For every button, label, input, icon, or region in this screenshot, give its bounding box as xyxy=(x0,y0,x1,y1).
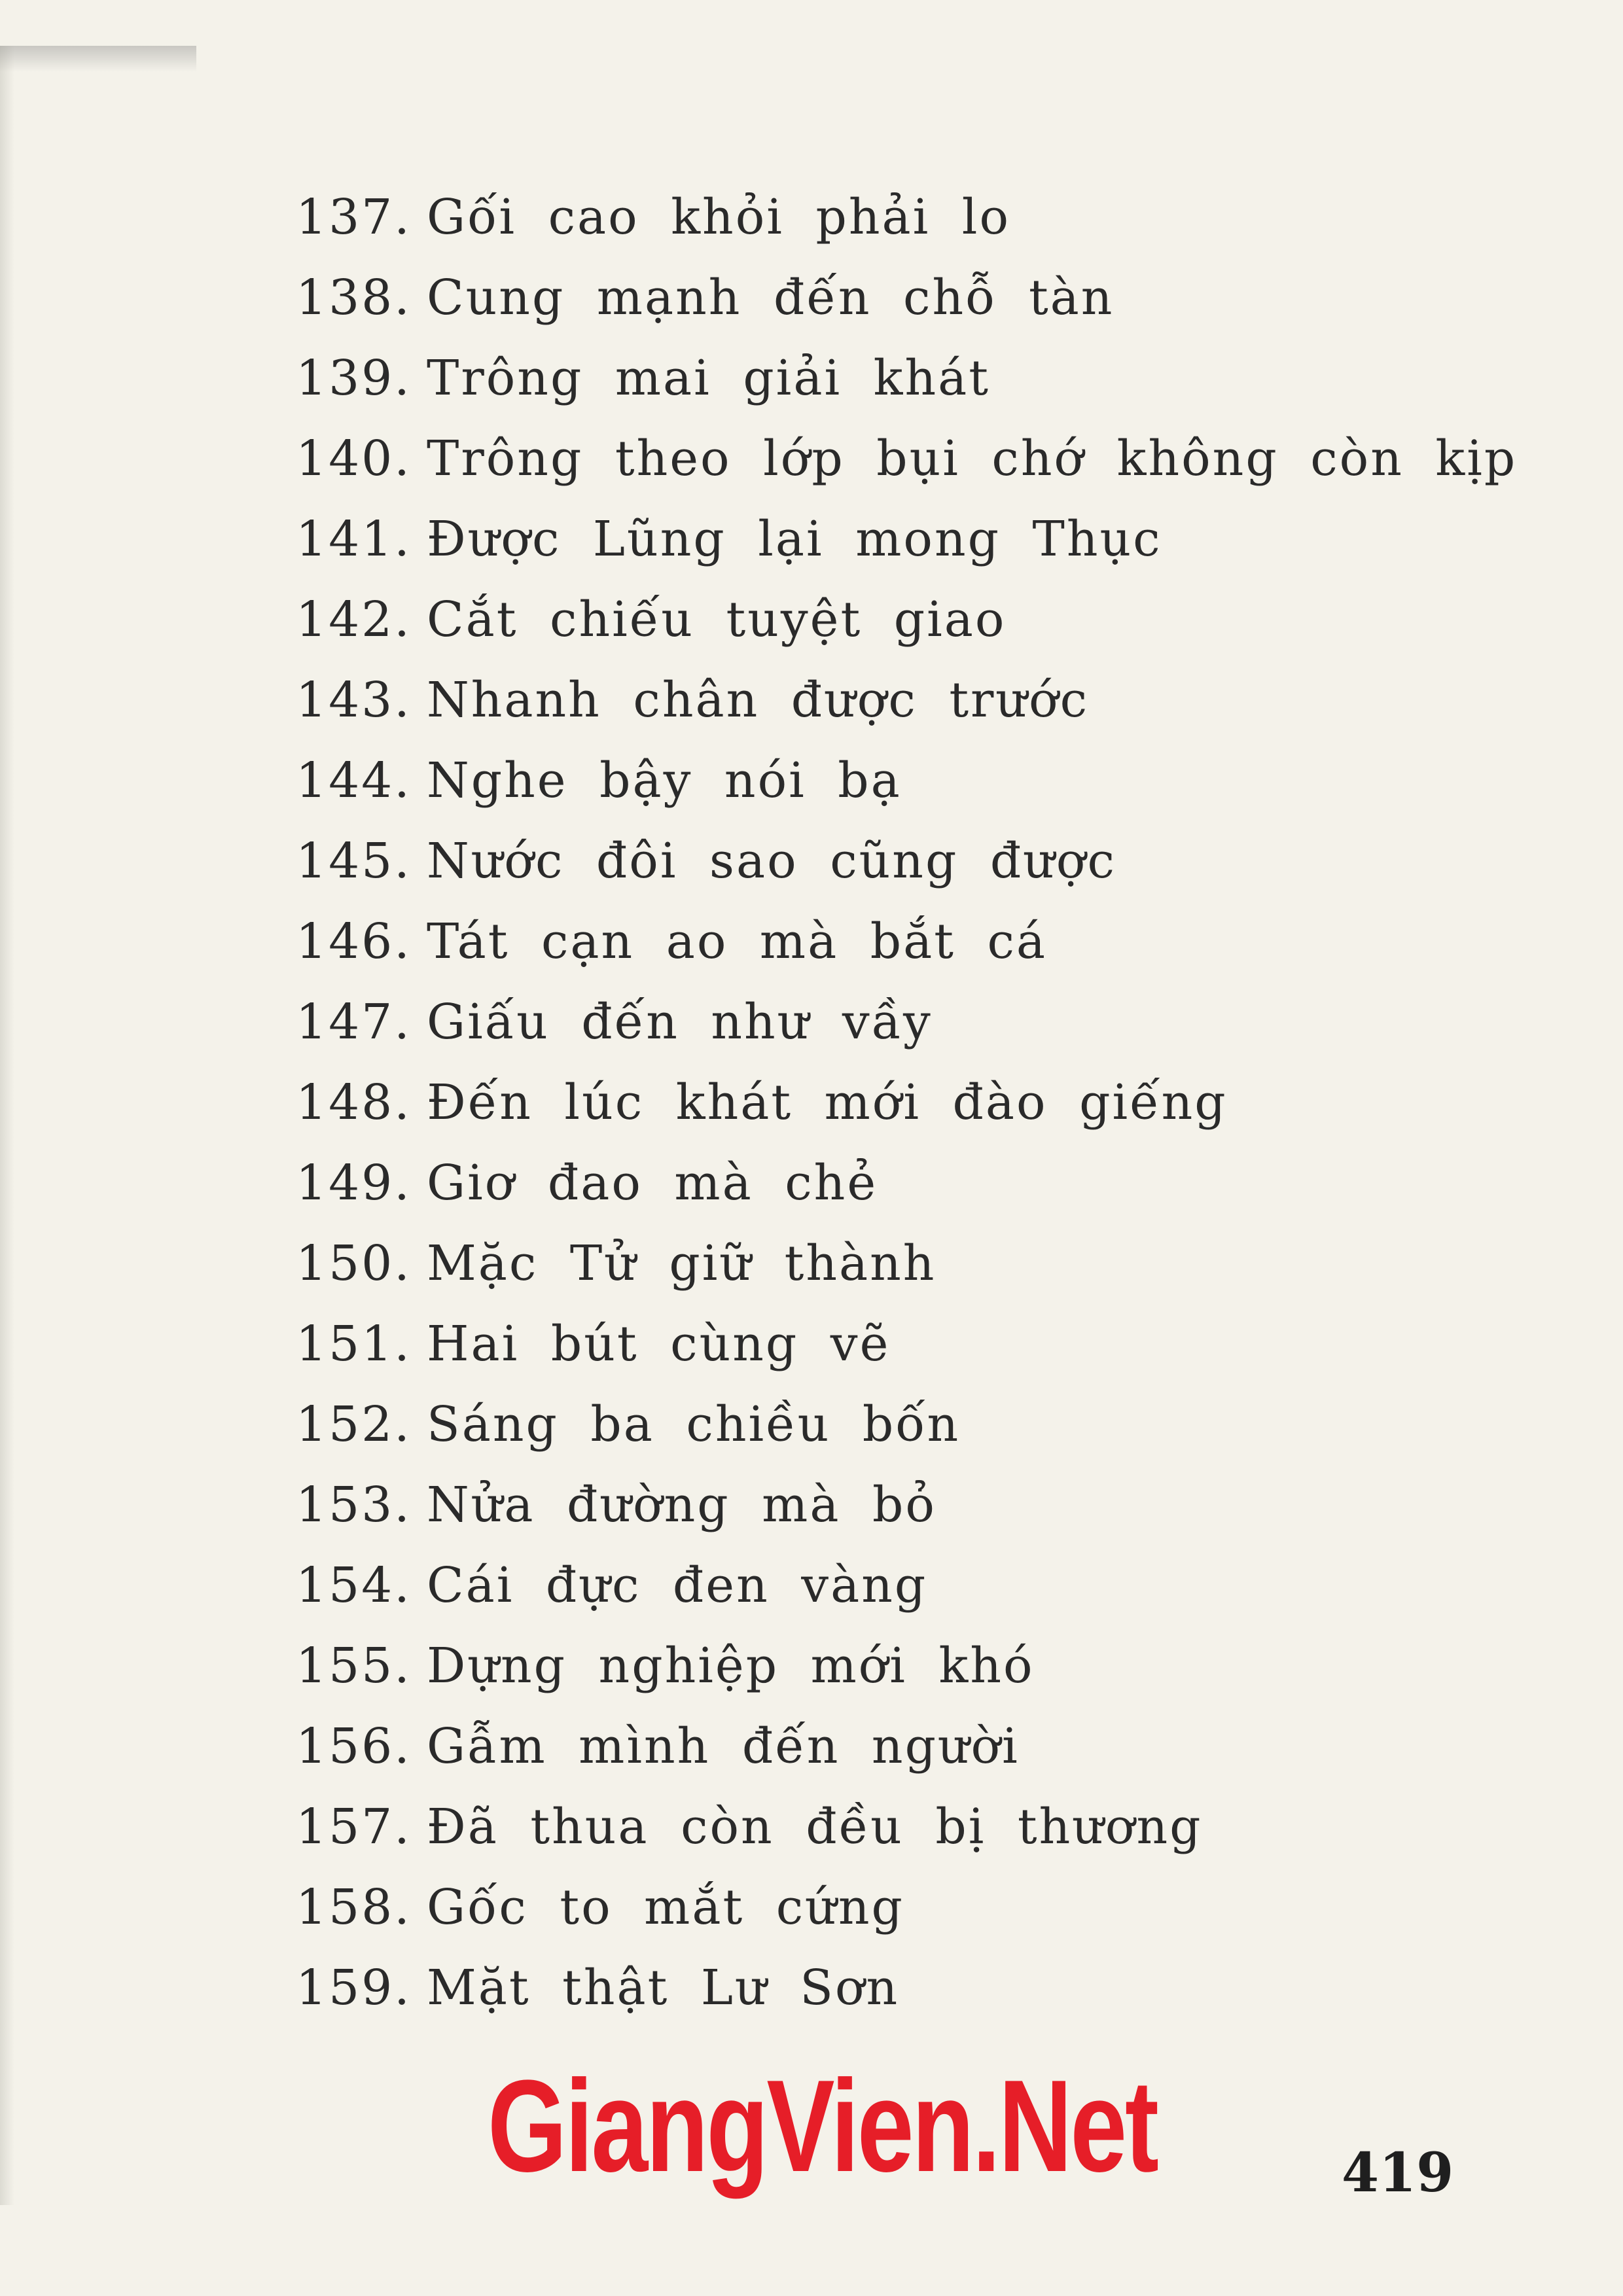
item-text: Nhanh chân được trước xyxy=(427,671,1090,728)
list-item xyxy=(296,1142,1517,1223)
list-item xyxy=(296,1303,1517,1384)
item-number: 140. xyxy=(296,430,412,487)
page-edge-shadow-top xyxy=(0,46,196,72)
item-text: Nghe bậy nói bạ xyxy=(427,752,902,809)
item-number: 153. xyxy=(296,1476,412,1533)
item-number: 143. xyxy=(296,671,412,728)
watermark-logo-text: GiangVien.Net xyxy=(488,2053,1157,2199)
item-text: Trông mai giải khát xyxy=(427,349,991,406)
item-number: 152. xyxy=(296,1396,412,1453)
item-text: Gẫm mình đến người xyxy=(427,1718,1020,1775)
item-text: Nước đôi sao cũng được xyxy=(427,832,1116,889)
list-item xyxy=(296,660,1517,740)
list-item xyxy=(296,338,1517,418)
page-edge-shadow-left xyxy=(0,46,14,2205)
item-text: Cắt chiếu tuyệt giao xyxy=(427,591,1007,648)
item-number: 148. xyxy=(296,1074,412,1131)
item-text: Tát cạn ao mà bắt cá xyxy=(427,913,1048,970)
item-text: Hai bút cùng vẽ xyxy=(427,1315,891,1372)
item-number: 149. xyxy=(296,1154,412,1211)
list-item xyxy=(296,740,1517,821)
item-number: 154. xyxy=(296,1557,412,1614)
item-text: Sáng ba chiều bốn xyxy=(427,1396,961,1453)
numbered-list xyxy=(296,177,1517,2028)
item-number: 155. xyxy=(296,1637,412,1694)
item-text: Cái đực đen vàng xyxy=(427,1557,928,1614)
list-item xyxy=(296,1625,1517,1706)
item-text: Trông theo lớp bụi chớ không còn kịp xyxy=(427,430,1518,487)
item-number: 141. xyxy=(296,510,412,567)
item-text: Giơ đao mà chẻ xyxy=(427,1154,878,1211)
item-text: Đã thua còn đều bị thương xyxy=(427,1798,1203,1855)
list-item xyxy=(296,499,1517,579)
item-number: 151. xyxy=(296,1315,412,1372)
list-item xyxy=(296,1947,1517,2028)
list-item xyxy=(296,177,1517,257)
list-item xyxy=(296,418,1517,499)
item-number: 159. xyxy=(296,1959,412,2016)
list-item xyxy=(296,1464,1517,1545)
item-number: 156. xyxy=(296,1718,412,1775)
item-text: Dựng nghiệp mới khó xyxy=(427,1637,1035,1694)
item-text: Gốc to mắt cứng xyxy=(427,1879,904,1935)
item-text: Được Lũng lại mong Thục xyxy=(427,510,1162,567)
item-text: Mặc Tử giữ thành xyxy=(427,1235,936,1292)
item-number: 157. xyxy=(296,1798,412,1855)
list-item xyxy=(296,1545,1517,1625)
list-item xyxy=(296,1062,1517,1142)
item-number: 150. xyxy=(296,1235,412,1292)
list-item xyxy=(296,1706,1517,1786)
list-item xyxy=(296,901,1517,981)
item-text: Nửa đường mà bỏ xyxy=(427,1476,936,1533)
item-number: 147. xyxy=(296,993,412,1050)
item-text: Giấu đến như vầy xyxy=(427,993,933,1050)
item-text: Cung mạnh đến chỗ tàn xyxy=(427,269,1115,326)
item-number: 142. xyxy=(296,591,412,648)
list-item xyxy=(296,257,1517,338)
item-number: 158. xyxy=(296,1879,412,1935)
item-number: 144. xyxy=(296,752,412,809)
list-item xyxy=(296,1223,1517,1303)
item-text: Gối cao khỏi phải lo xyxy=(427,188,1011,245)
item-text: Mặt thật Lư Sơn xyxy=(427,1959,900,2016)
list-item xyxy=(296,821,1517,901)
item-number: 139. xyxy=(296,349,412,406)
list-item xyxy=(296,1786,1517,1867)
list-item xyxy=(296,981,1517,1062)
item-number: 137. xyxy=(296,188,412,245)
item-number: 145. xyxy=(296,832,412,889)
page-number: 419 xyxy=(1342,2142,1454,2204)
item-text: Đến lúc khát mới đào giếng xyxy=(427,1074,1228,1131)
list-item xyxy=(296,1384,1517,1464)
item-number: 146. xyxy=(296,913,412,970)
item-number: 138. xyxy=(296,269,412,326)
list-item xyxy=(296,1867,1517,1947)
list-item xyxy=(296,579,1517,660)
